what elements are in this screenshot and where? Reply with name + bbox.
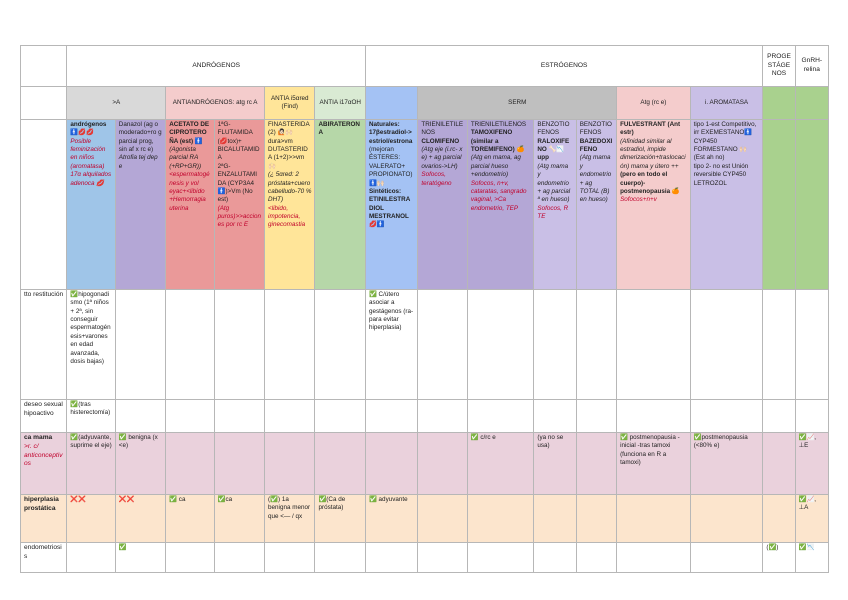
sub-empty	[21, 87, 67, 120]
cell-hip-abiraterona: ✅(Ca de próstata)	[315, 495, 366, 543]
drug-flutamida: 1ªG-FLUTAMIDA (💋tox)+ BICALUTAMIDA 2ªG-ENZALUTAMIDA (CYP3A4🚹)>Vm (No est) (Atg puros)>>acciones por rc E	[214, 120, 264, 290]
row-label-tto: tto restitución	[21, 290, 67, 400]
cell-hip-gnrh: ✅📈, ⊥A	[795, 495, 828, 543]
header-gnrh: GnRH-relina	[795, 46, 828, 87]
row-label-deseo: deseo sexual hipoactivo	[21, 400, 67, 433]
sub-aromatasa: i. AROMATASA	[690, 87, 763, 120]
cell-ca-fulvestrant: ✅ postmenopausia -inicial -tras tamoxi (funciona en R a tamoxi)	[617, 433, 691, 495]
sub-a: >A	[67, 87, 166, 120]
cell-ca-tamoxifeno: ✅ c/rc e	[467, 433, 534, 495]
row-label-ca: ca mama >r. c/ anticonceptivos	[21, 433, 67, 495]
sub-antiandrogenos: ANTIANDRÓGENOS: atg rc A	[166, 87, 265, 120]
drug-clomifeno: TRIENILETILENOS CLOMIFENO (Atg eje (i.rc- x e) + ag parcial ovarios->LH) Sofocos, teratógeno	[418, 120, 467, 290]
drug-naturales: Naturales: 17βestradiol-> estriol/estrona (mejoran ÉSTERES: VALERATO+ PROPIONATO) 🚹🙌🏻 Sintéticos: ETINILESTRADIOL MESTRANOL💋🚹	[365, 120, 417, 290]
drug-androgenos: andrógenos 🚹💋💋 Posible feminización en niños (aromatasa) 17α alquilados adenoca 💋	[67, 120, 115, 290]
sub-antia-5: ANTIA i5αred (Find)	[265, 87, 315, 120]
cell-hip-naturales: ✅ adyuvante	[365, 495, 417, 543]
cell-ca-gnrh: ✅📈, ⊥E	[795, 433, 828, 495]
drug-bazedoxifeno: BENZOTIOFENOS BAZEDOXIFENO (Atg mama y endometrio + ag TOTAL (B) en hueso)	[576, 120, 616, 290]
drug-fulvestrant: FULVESTRANT (Ant estr) (Afinidad similar al estradiol, impide dimerización+traslocación) mama y útero ++ (pero en todo el cuerpo)- postmenopausia 🍊 Sofocos+n+v	[617, 120, 691, 290]
cell-tto-androgenos: ✅hipogonadismo (1ª niños + 2ª, sin conseguir espermatogénesis+varones en edad avanzada, dosis bajas)	[67, 290, 115, 400]
cell-hip-ciproterona: ✅ ca	[166, 495, 214, 543]
sub-gnrh-empty	[795, 87, 828, 120]
drug-abiraterona: ABIRATERONA	[315, 120, 366, 290]
cell-hip-androgenos: ❌❌	[67, 495, 115, 543]
cell-ca-androgenos: ✅(adyuvante, suprime el eje)	[67, 433, 115, 495]
sub-prog-empty	[763, 87, 795, 120]
sub-serm: SERM	[418, 87, 617, 120]
drug-ciproterona: ACETATO DE CIPROTEROÑA (est) 🚹 (Agonista parcial RA (+RP+GR)) <espermatogénesis y vol eyac+<libido +Hemorragia uterina	[166, 120, 214, 290]
header-estrogenos: ESTRÓGENOS	[365, 46, 762, 87]
cell-endo-gnrh: ✅📉	[795, 543, 828, 573]
row-label-endometriosis: endometriosis	[21, 543, 67, 573]
cell-tto-naturales: ✅ C/útero asociar a gestágenos (ra- para evitar hiperplasia)	[365, 290, 417, 400]
sub-antia-17: ANTIA i17αOH	[315, 87, 366, 120]
cell-hip-flutamida: ✅ca	[214, 495, 264, 543]
drug-aromatasa: tipo 1-est Competitivo, irr EXEMESTANO🚹 CYP450 FORMESTANO 🙌🏻 (Est ah no) tipo 2- no est Unión reversible CYP450 LETROZOL	[690, 120, 763, 290]
sub-natural-empty	[365, 87, 417, 120]
drug-tamoxifeno: TRIENILETILENOS TAMOXIFENO (similar a TOREMIFENO) 🍊 (Atg en mama, ag parcial hueso +endometrio) Sofocos, n+v, cataratas, sangrado vaginal, >Ca endometrio, TEP	[467, 120, 534, 290]
header-androgenos: ANDRÓGENOS	[67, 46, 366, 87]
header-progestagenos: PROGESTÁGENOS	[763, 46, 795, 87]
cell-hip-danazol: ❌❌	[115, 495, 165, 543]
drug-finasterida: FINASTERIDA (2) 🙋🏻🙌🏻 dura>vm DUTASTERIDA (1+2)>>vm 🙌🏻 (¿ 5αred: 2 próstata+cuero cabelludo-70 % DHT) <libido, impotencia, ginecomastia	[265, 120, 315, 290]
drug-raloxifeno: BENZOTIOFENOS RALOXIFENO 🦴📉upp (Atg mama y endometrio + ag parcial ª en hueso) Sofocos, R TE	[534, 120, 576, 290]
corner-cell	[21, 46, 67, 87]
cell-ca-danazol: ✅ benigna (x <e)	[115, 433, 165, 495]
drug-danazol: Danazol (ag o moderado+ro g parcial prog, sin af x rc e) Atrofia tej dep e	[115, 120, 165, 290]
row-label-hiperplasia: hiperplasia prostática	[21, 495, 67, 543]
cell-hip-finasterida: (✅) 1a benigna menor que <— / qx	[265, 495, 315, 543]
cell-endo-danazol: ✅	[115, 543, 165, 573]
cell-ca-raloxifeno: (ya no se usa)	[534, 433, 576, 495]
cell-deseo-androgenos: ✅(tras histerectomía)	[67, 400, 115, 433]
drug-row-empty	[21, 120, 67, 290]
pharmacology-table	[20, 45, 829, 573]
sub-atg-rce: Atg (rc e)	[617, 87, 691, 120]
drug-prog-empty	[763, 120, 795, 290]
drug-gnrh-empty	[795, 120, 828, 290]
cell-ca-aromatasa: ✅postmenopausia (<80% e)	[690, 433, 763, 495]
cell-endo-progestagenos: (✅)	[763, 543, 795, 573]
